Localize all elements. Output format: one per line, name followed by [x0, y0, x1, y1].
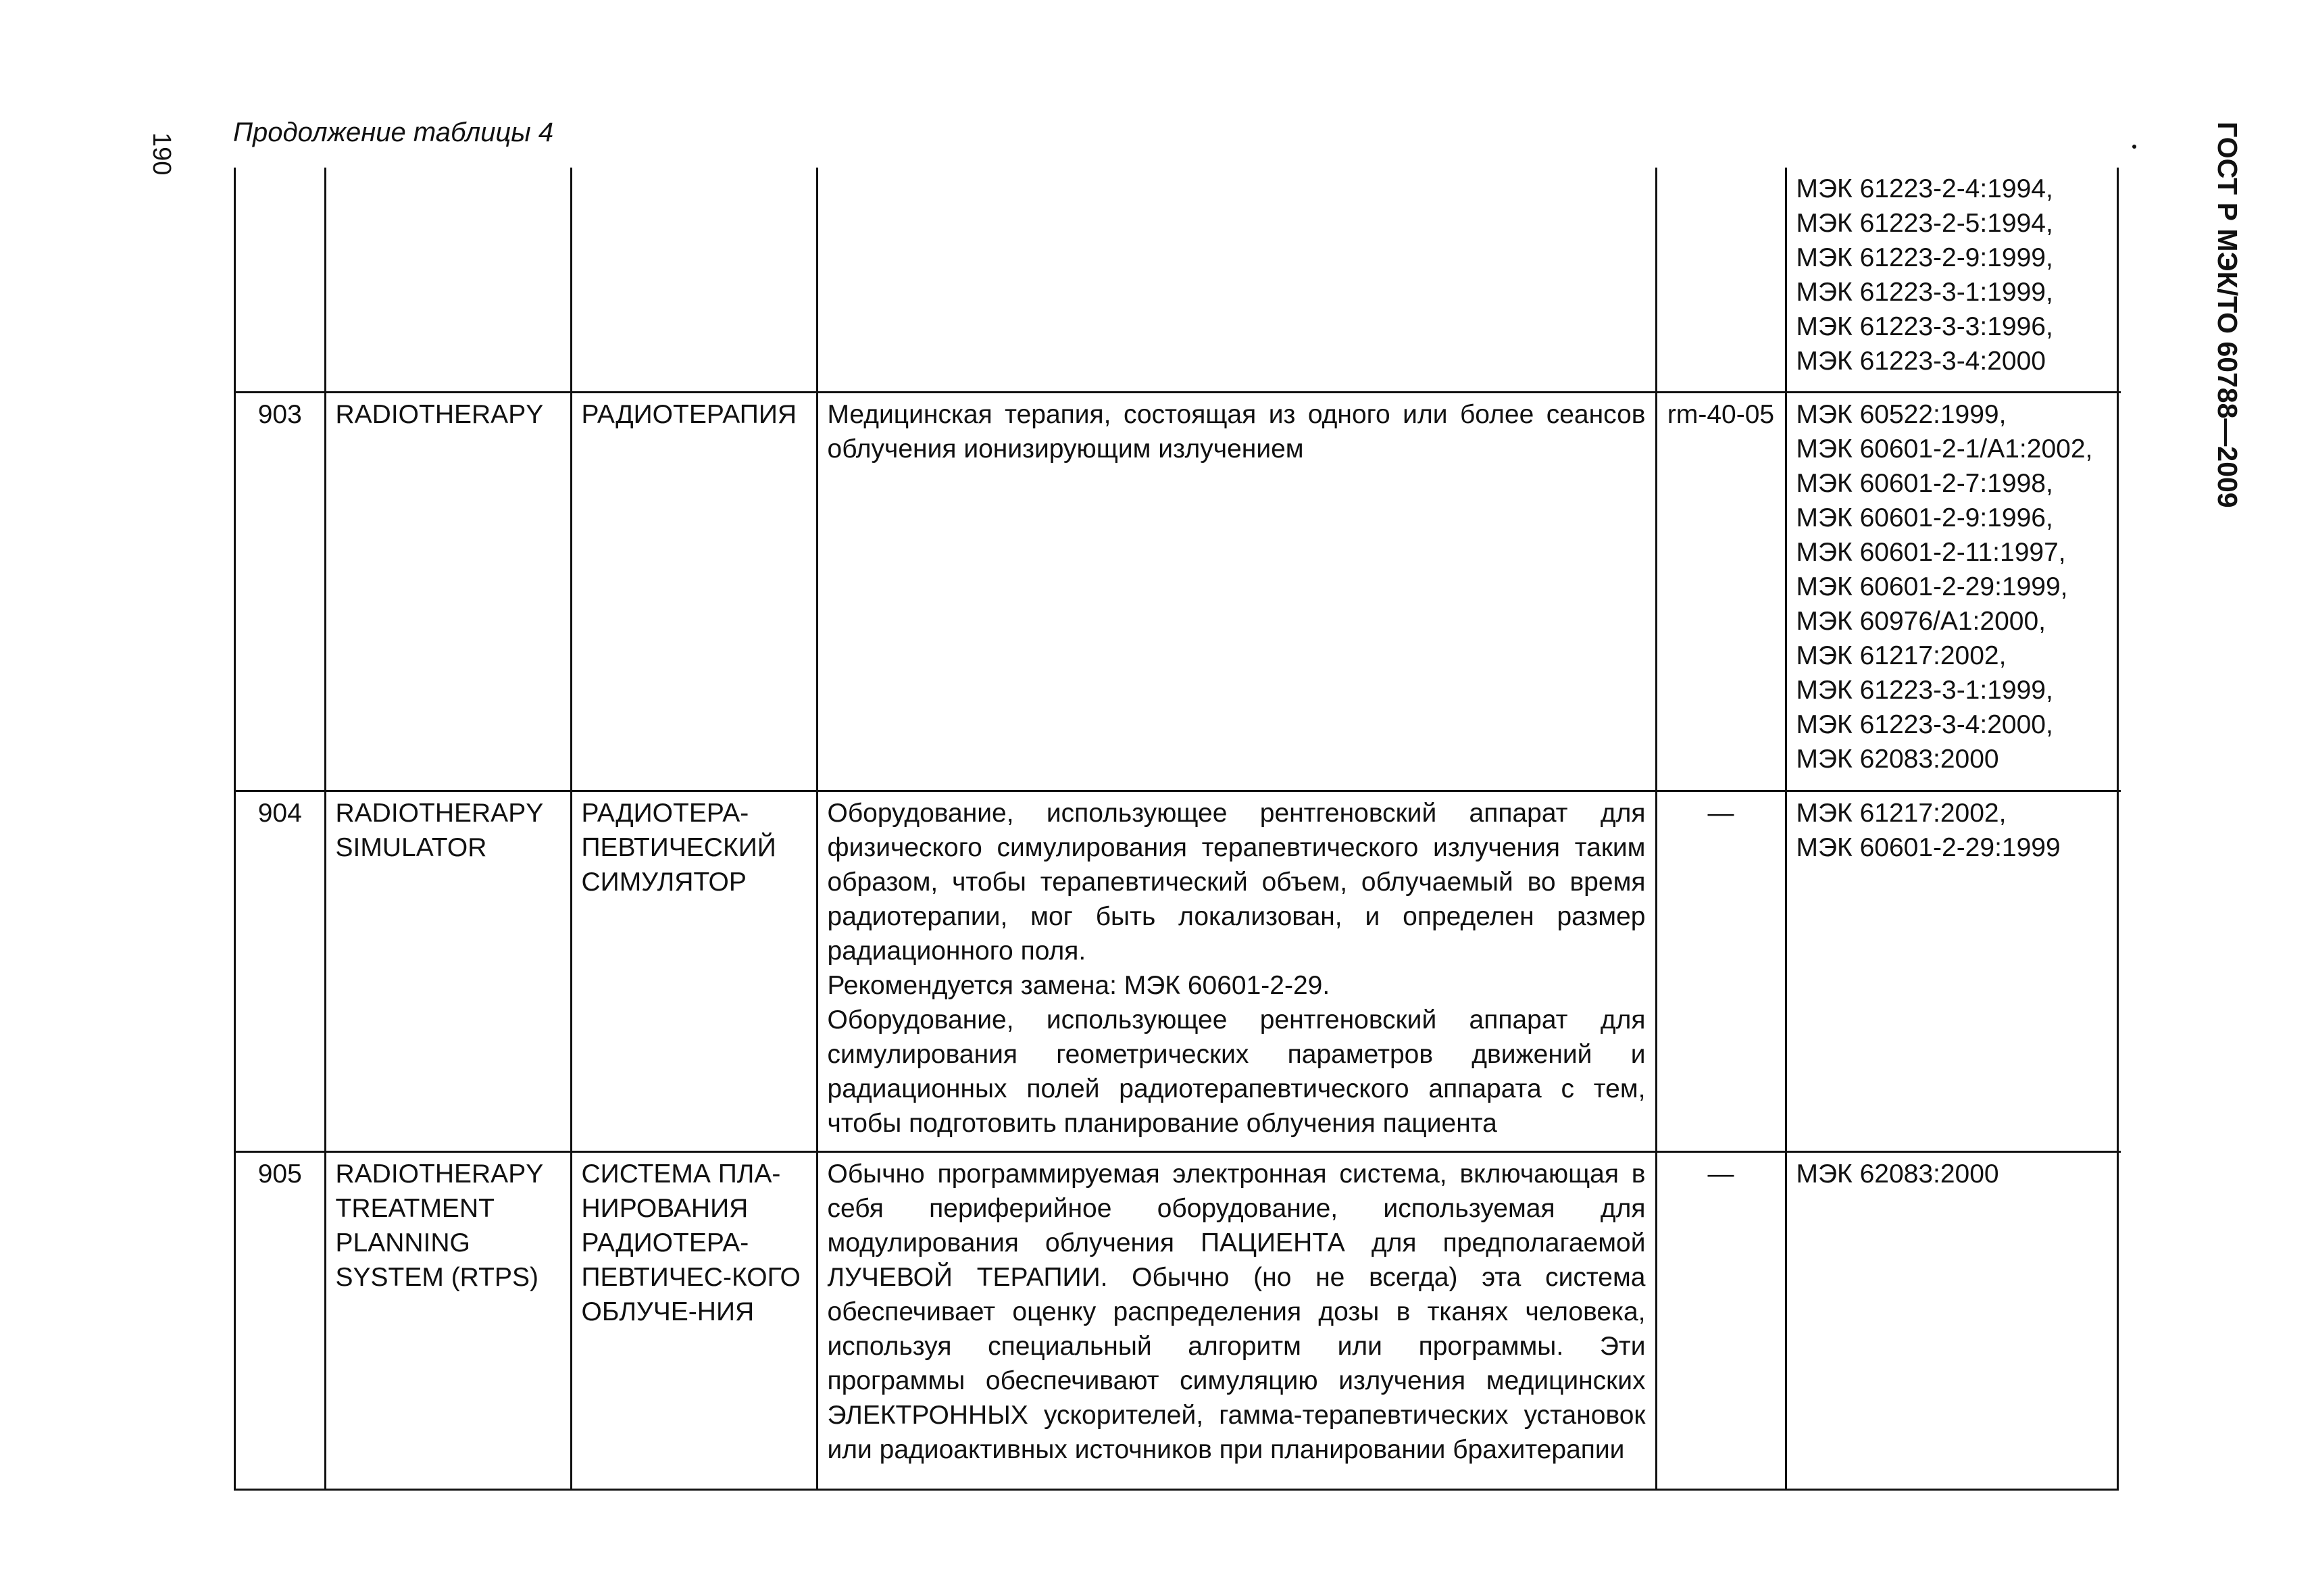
term-code-cell: [1656, 392, 1786, 791]
term-russian-cell: [571, 168, 817, 392]
term-definition-cell: [817, 392, 1656, 791]
table-caption: Продолжение таблицы 4: [233, 118, 554, 147]
standard-reference: МЭК 62083:2000: [1796, 744, 1999, 774]
standard-reference: МЭК 61223-2-4:1994,: [1796, 174, 2053, 203]
term-russian: СИСТЕМА ПЛА-НИРОВАНИЯ РАДИОТЕРА-ПЕВТИЧЕС-КОГО ОБЛУЧЕ-НИЯ: [581, 1159, 801, 1326]
term-code: —: [1707, 798, 1734, 828]
term-code-cell: [1656, 1151, 1786, 1489]
term-definition-cell: [817, 1151, 1656, 1489]
term-code-cell: [1656, 168, 1786, 392]
term-english-cell: [325, 791, 571, 1151]
definition-paragraph: Оборудование, использующее рентгеновский аппарат для физического симулирования терапевтического излучения таким образом, чтобы терапевтический объем, облучаемый во время радиотерапии, мог быть локализован, и определен размер радиационного поля.: [827, 798, 1646, 966]
standard-reference: МЭК 61223-3-1:1999,: [1796, 278, 2053, 307]
term-russian-cell: [571, 392, 817, 791]
term-english-cell: [325, 168, 571, 392]
term-english-cell: [325, 392, 571, 791]
table-row: [236, 1151, 2121, 1489]
terms-table: [234, 168, 2119, 1491]
term-number-cell: [236, 791, 325, 1151]
table-row: [236, 392, 2121, 791]
term-number: 903: [257, 399, 302, 429]
standard-reference: МЭК 60976/А1:2000,: [1796, 606, 2046, 636]
standard-reference: МЭК 61223-3-4:2000: [1796, 347, 2046, 376]
term-english-cell: [325, 1151, 571, 1489]
term-english: RADIOTHERAPY SIMULATOR: [335, 798, 543, 862]
definition-paragraph: Медицинская терапия, состоящая из одного или более сеансов облучения ионизирующим излучением: [827, 399, 1646, 464]
print-dot: [2132, 145, 2136, 149]
term-russian: РАДИОТЕРАПИЯ: [581, 399, 797, 429]
standard-reference: МЭК 60601-2-29:1999,: [1796, 572, 2068, 601]
standards-reference-cell: [1786, 168, 2121, 392]
term-code: —: [1707, 1159, 1734, 1189]
standard-reference: МЭК 60601-2-9:1996,: [1796, 503, 2053, 532]
standard-reference: МЭК 61217:2002,: [1796, 798, 2007, 828]
standard-reference: МЭК 60601-2-7:1998,: [1796, 468, 2053, 498]
term-english: RADIOTHERAPY: [335, 399, 544, 429]
term-definition-cell: [817, 791, 1656, 1151]
term-russian-cell: [571, 1151, 817, 1489]
page-number: 190: [147, 132, 176, 176]
standard-reference: МЭК 60601-2-29:1999: [1796, 832, 2061, 862]
standard-reference: МЭК 61223-3-4:2000,: [1796, 709, 2053, 739]
standard-reference: МЭК 62083:2000: [1796, 1159, 1999, 1189]
definition-paragraph: Рекомендуется замена: МЭК 60601-2-29.: [827, 970, 1330, 1000]
term-definition-cell: [817, 168, 1656, 392]
standard-reference: МЭК 61223-3-1:1999,: [1796, 675, 2053, 705]
standard-reference: МЭК 61223-2-5:1994,: [1796, 209, 2053, 238]
standard-reference: МЭК 61223-3-3:1996,: [1796, 312, 2053, 341]
term-english: RADIOTHERAPY TREATMENT PLANNING SYSTEM (RTPS): [335, 1159, 543, 1292]
standard-reference: МЭК 60601-2-11:1997,: [1796, 537, 2066, 567]
definition-paragraph: Обычно программируемая электронная система, включающая в себя периферийное оборудование, используемая для модулирования облучения ПАЦИЕНТА для предполагаемой ЛУЧЕВОЙ ТЕРАПИИ. Обычно (но не всегда) эта система обеспечивает оценку распределения дозы в тканях человека, используя специальный алгоритм или программы. Эти программы обеспечивают симуляцию излучения медицинских ЭЛЕКТРОННЫХ ускорителей, гамма-терапевтических установок или радиоактивных источников при планировании брахитерапии: [827, 1159, 1646, 1464]
document-code: ГОСТ Р МЭК/ТО 60788—2009: [2212, 122, 2243, 508]
term-number: 905: [257, 1159, 302, 1189]
standard-reference: МЭК 60522:1999,: [1796, 399, 2007, 429]
table-row: [236, 791, 2121, 1151]
term-number: 904: [257, 798, 302, 828]
table-row: [236, 168, 2121, 392]
standard-reference: МЭК 60601-2-1/А1:2002,: [1796, 434, 2093, 464]
term-number-cell: [236, 392, 325, 791]
term-code: rm-40-05: [1667, 399, 1775, 429]
standards-reference-cell: [1786, 791, 2121, 1151]
standard-reference: МЭК 61223-2-9:1999,: [1796, 243, 2053, 272]
standard-reference: МЭК 61217:2002,: [1796, 641, 2007, 670]
standards-reference-cell: [1786, 1151, 2121, 1489]
term-number-cell: [236, 1151, 325, 1489]
term-number-cell: [236, 168, 325, 392]
definition-paragraph: Оборудование, использующее рентгеновский аппарат для симулирования геометрических параметров движений и радиационных полей радиотерапевтического аппарата с тем, чтобы подготовить планирование облучения пациента: [827, 1005, 1646, 1138]
table-body: [236, 168, 2121, 1489]
terms-table-grid: [236, 168, 2121, 1489]
term-russian-cell: [571, 791, 817, 1151]
term-russian: РАДИОТЕРА-ПЕВТИЧЕСКИЙ СИМУЛЯТОР: [581, 798, 776, 897]
term-code-cell: [1656, 791, 1786, 1151]
standards-reference-cell: [1786, 392, 2121, 791]
